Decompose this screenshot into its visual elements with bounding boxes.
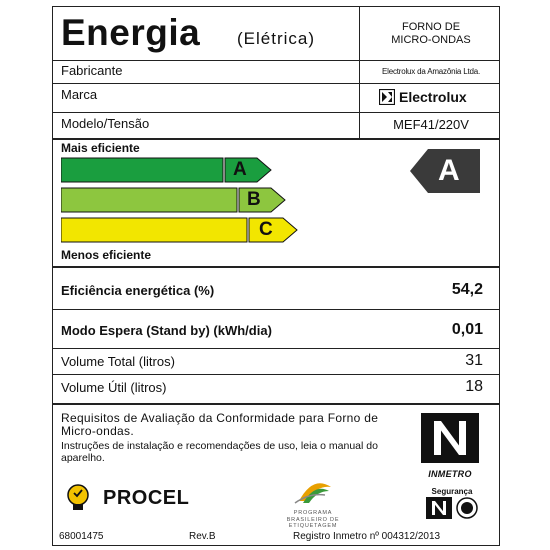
divider [53, 309, 499, 310]
pbe-line2: BRASILEIRO DE [286, 516, 340, 523]
standby-label: Modo Espera (Stand by) (kWh/dia) [61, 323, 272, 338]
seguranca-text: Segurança [431, 487, 473, 496]
divider [53, 403, 499, 405]
pbe-line3: ETIQUETAGEM [288, 523, 338, 529]
pbe-line1: PROGRAMA [293, 510, 333, 516]
volume-total-label: Volume Total (litros) [61, 354, 175, 369]
pbe-logo [281, 477, 345, 530]
brand [379, 89, 467, 105]
product-type-line1: FORNO DE [401, 21, 461, 33]
volume-total-value: 31 [465, 352, 483, 369]
seguranca-seal [419, 487, 485, 519]
energy-efficiency-value: 54,2 [451, 281, 483, 298]
electrolux-logo-icon [379, 89, 395, 105]
efficiency-rating: A [438, 154, 460, 187]
volume-useful-value: 18 [465, 378, 483, 395]
header-divider [359, 7, 360, 138]
model-value: MEF41/220V [393, 117, 469, 132]
pbe-logo-icon [281, 477, 345, 505]
divider [53, 266, 499, 268]
divider [53, 348, 499, 349]
standby-value: 0,01 [451, 321, 483, 338]
energy-label [52, 6, 500, 546]
most-efficient-label: Mais eficiente [61, 141, 140, 155]
efficiency-rating-badge [410, 149, 486, 198]
efficiency-bar-c [61, 217, 315, 241]
efficiency-class-b: B [247, 189, 261, 210]
product-type-line2: MICRO-ONDAS [391, 34, 471, 46]
divider [53, 138, 499, 140]
procel-bulb-icon [63, 483, 93, 513]
inmetro-text: INMETRO [428, 469, 472, 479]
inmetro-logo-icon [421, 413, 479, 463]
brand-name: Electrolux [399, 89, 467, 105]
model-label: Modelo/Tensão [61, 116, 150, 131]
divider [53, 60, 499, 61]
efficiency-bar-a [61, 157, 281, 181]
label-subtitle: (Elétrica) [237, 29, 316, 48]
manufacturer-label: Fabricante [61, 63, 123, 78]
brand-label: Marca [61, 87, 98, 102]
procel-text: PROCEL [103, 486, 190, 509]
manufacturer-value: Electrolux da Amazônia Ltda. [381, 67, 481, 76]
label-title: Energia [61, 12, 201, 53]
inmetro-seal [421, 413, 479, 479]
certification-icon [456, 497, 478, 519]
product-type [365, 21, 497, 47]
least-efficient-label: Menos eficiente [61, 248, 152, 262]
instructions-text: Instruções de instalação e recomendações de uso, leia o manual do aparelho. [61, 440, 378, 464]
divider [53, 112, 499, 113]
footer-revision: Rev.B [189, 531, 216, 542]
efficiency-bar-b [61, 187, 301, 211]
energy-efficiency-label: Eficiência energética (%) [61, 283, 215, 298]
footer-registry: Registro Inmetro nº 004312/2013 [293, 531, 441, 542]
efficiency-class-c: C [259, 219, 273, 240]
requirements-text: Requisitos de Avaliação da Conformidade para Forno de Micro-ondas. [61, 411, 379, 438]
procel-seal [63, 483, 189, 513]
efficiency-class-a: A [233, 159, 247, 180]
footer-code: 68001475 [59, 531, 104, 542]
divider [53, 374, 499, 375]
volume-useful-label: Volume Útil (litros) [61, 380, 167, 395]
divider [53, 83, 499, 84]
inmetro-mini-icon [426, 497, 452, 519]
